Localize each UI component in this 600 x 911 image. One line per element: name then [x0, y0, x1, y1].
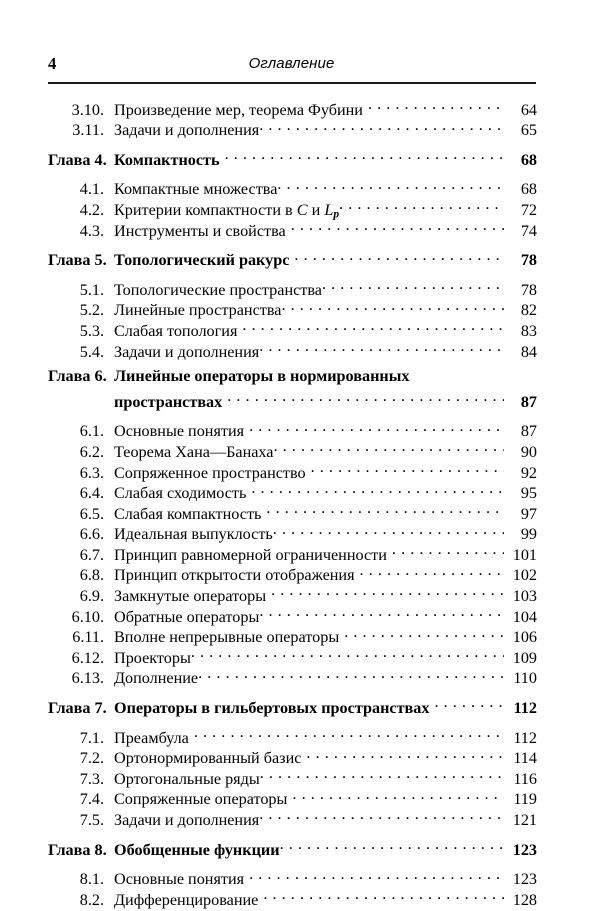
toc-entry-page: 110: [513, 669, 537, 688]
toc-entry-title: Задачи и дополнения: [114, 342, 260, 361]
toc-entry-page: 112: [513, 728, 537, 747]
toc-section-row[interactable]: [48, 274, 537, 299]
toc-entry-title: Ортонормированный базис: [114, 749, 302, 768]
toc-entry-page: 103: [512, 587, 537, 606]
toc-entry-page: 101: [512, 545, 537, 564]
toc-entry-title: Задачи и дополнения: [114, 811, 260, 829]
toc-entry-number: Глава 5.: [48, 251, 107, 270]
toc-entry-page: 87: [520, 392, 537, 411]
toc-section-row[interactable]: [48, 498, 537, 523]
toc-chapter-row[interactable]: [48, 366, 537, 387]
toc-entry-page: 99: [520, 525, 537, 544]
toc-section-row[interactable]: [48, 560, 537, 585]
toc-section-row[interactable]: [48, 864, 537, 889]
toc-entry-number: 5.2.: [79, 301, 104, 320]
toc-entry-number: 7.1.: [79, 728, 104, 747]
toc-entry-title: Топологические пространства: [114, 280, 322, 299]
toc-entry-title: Вполне непрерывные операторы: [114, 628, 340, 647]
toc-entry-number: 6.7.: [79, 545, 104, 564]
dot-leader: [277, 174, 504, 195]
toc-section-row[interactable]: [48, 295, 537, 320]
toc-section-row[interactable]: [48, 519, 537, 544]
toc-entry-number: Глава 4.: [48, 150, 107, 169]
toc-entry-title: Ортогональные ряды: [114, 769, 260, 788]
toc-chapter-row[interactable]: [48, 245, 537, 270]
toc-section-row[interactable]: [48, 884, 537, 909]
toc-entry-title: Теорема Хана—Банаха: [114, 442, 274, 461]
toc-entry-page: 87: [520, 422, 537, 441]
toc-section-row[interactable]: [48, 336, 537, 361]
toc-entry-number: 3.11.: [72, 121, 104, 140]
dot-leader: [227, 386, 504, 407]
toc-chapter-row[interactable]: [48, 144, 537, 169]
page-folio: 4: [48, 54, 57, 73]
toc-entry-title: Сопряженное пространство: [114, 463, 306, 482]
toc-entry-number: 6.6.: [79, 525, 104, 544]
toc-entry-page: 123: [512, 840, 537, 859]
dot-leader: [360, 560, 504, 581]
toc-entry-page: 119: [513, 790, 537, 809]
toc-entry-page: 83: [520, 321, 537, 340]
toc-section-row[interactable]: [48, 784, 537, 809]
toc-section-row[interactable]: [48, 478, 537, 503]
dot-leader: [271, 580, 504, 601]
toc-entry-page: 74: [520, 221, 537, 240]
toc-entry-title: Задачи и дополнения: [114, 121, 260, 140]
toc-entry-page: 65: [520, 121, 537, 140]
toc-entry-number: 7.3.: [79, 769, 104, 788]
toc-section-row[interactable]: [48, 436, 537, 461]
toc-entry-title: Топологический ракурс: [114, 251, 290, 270]
dot-leader: [249, 416, 504, 437]
dot-leader: [225, 144, 504, 165]
header-rule: [48, 82, 536, 84]
toc-entry-number: 8.1.: [79, 870, 104, 889]
toc-entry-page: 78: [520, 280, 537, 299]
toc-entry-page: 68: [520, 150, 537, 169]
dot-leader: [251, 478, 504, 499]
toc-section-row[interactable]: [48, 743, 537, 768]
dot-leader: [368, 94, 504, 115]
toc-section-row[interactable]: [48, 416, 537, 441]
toc-entry-title: Основные понятия: [114, 870, 245, 889]
dot-leader: [259, 601, 504, 622]
toc-entry-number: 5.3.: [79, 321, 104, 340]
toc-entry-number: 6.5.: [79, 504, 104, 523]
toc-entry-page: 68: [520, 180, 537, 199]
toc-entry-title: пространствах: [114, 392, 223, 411]
toc-entry-title: Основные понятия: [114, 422, 245, 441]
toc-entry-number: 7.4.: [79, 790, 104, 809]
toc-entry-page: 114: [513, 749, 537, 768]
toc-entry-number: 6.13.: [71, 669, 104, 688]
dot-leader: [273, 519, 504, 540]
toc-entry-title: Произведение мер, теорема Фубини: [114, 100, 363, 119]
dot-leader: [191, 642, 504, 663]
toc-entry-page: 112: [513, 699, 537, 718]
dot-leader: [260, 763, 504, 784]
toc-entry-page: 116: [513, 769, 537, 788]
dot-leader: [266, 498, 504, 519]
page-title: Оглавление: [248, 55, 335, 72]
toc-entry-title: Компактность: [114, 150, 220, 169]
toc-entry-page: 121: [512, 811, 537, 829]
dot-leader: [274, 436, 505, 457]
toc-entry-title: Проекторы: [114, 648, 191, 667]
toc-entry-number: 5.4.: [79, 342, 104, 361]
dot-leader: [344, 622, 504, 643]
toc-entry-page: 92: [520, 463, 537, 482]
dot-leader: [280, 834, 504, 855]
toc-section-row[interactable]: [48, 539, 537, 564]
running-head: [48, 54, 535, 80]
table-of-contents: [48, 94, 537, 909]
dot-leader: [392, 539, 504, 560]
toc-section-row[interactable]: [48, 804, 537, 829]
toc-entry-number: Глава 7.: [48, 699, 107, 718]
dot-leader: [259, 804, 504, 825]
dot-leader: [263, 884, 504, 905]
toc-entry-number: 5.1.: [79, 280, 104, 299]
dot-leader: [322, 274, 504, 295]
toc-section-row[interactable]: [48, 315, 537, 340]
toc-entry-number: Глава 6.: [48, 366, 107, 385]
dot-leader: [434, 692, 504, 713]
toc-entry-title: Преамбула: [114, 728, 189, 747]
toc-entry-number: 6.12.: [71, 648, 104, 667]
toc-entry-number: 4.2.: [79, 200, 104, 219]
toc-section-row[interactable]: [48, 580, 537, 606]
toc-entry-title: Принцип равномерной ограниченности: [114, 545, 387, 564]
toc-section-row[interactable]: [48, 663, 537, 688]
toc-entry-number: 6.10.: [71, 607, 104, 626]
toc-entry-title: Операторы в гильбертовых пространствах: [114, 699, 430, 718]
toc-entry-page: 64: [520, 100, 537, 119]
dot-leader: [242, 315, 504, 336]
toc-entry-page: 82: [520, 301, 537, 320]
toc-entry-page: 104: [512, 607, 537, 626]
dot-leader: [339, 194, 504, 215]
dot-leader: [198, 663, 504, 684]
toc-entry-title: Идеальная выпуклость: [114, 525, 273, 544]
dot-leader: [306, 743, 504, 764]
toc-entry-page: 84: [520, 342, 537, 361]
toc-entry-number: 7.2.: [79, 749, 104, 768]
toc-entry-page: 109: [512, 648, 537, 667]
toc-entry-title: Линейные операторы в нормированных: [114, 366, 410, 385]
toc-entry-number: 6.4.: [79, 484, 104, 503]
toc-entry-page: 102: [512, 566, 537, 585]
toc-entry-title: Принцип открытости отображения: [114, 566, 355, 585]
toc-entry-title: Дифференцирование: [114, 890, 259, 909]
dot-leader: [294, 245, 504, 266]
toc-entry-title: Компактные множества: [114, 180, 278, 199]
toc-section-row[interactable]: [48, 94, 537, 119]
dot-leader: [281, 295, 504, 316]
toc-chapter-row[interactable]: [48, 692, 537, 718]
toc-entry-number: 6.9.: [79, 587, 104, 606]
toc-section-row[interactable]: [48, 622, 537, 647]
toc-chapter-row[interactable]: [48, 834, 537, 859]
toc-entry-title: Замкнутые операторы: [114, 587, 267, 606]
toc-entry-number: 4.3.: [79, 221, 104, 240]
toc-entry-title: Слабая сходимость: [114, 484, 247, 503]
toc-entry-number: 3.10.: [71, 100, 104, 119]
dot-leader: [259, 336, 504, 357]
toc-entry-title: Сопряженные операторы: [114, 790, 288, 809]
toc-section-row[interactable]: [48, 215, 537, 240]
toc-section-row[interactable]: [48, 194, 537, 221]
toc-section-row[interactable]: [48, 174, 537, 199]
toc-entry-page: 90: [520, 442, 537, 461]
toc-entry-title: Слабая топология: [114, 321, 238, 340]
toc-chapter-row[interactable]: [48, 386, 537, 411]
toc-section-row[interactable]: [48, 115, 537, 140]
toc-entry-title: Обратные операторы: [114, 607, 260, 626]
toc-section-row[interactable]: [48, 457, 537, 482]
toc-entry-title: Линейные пространства: [114, 301, 282, 320]
toc-entry-page: 72: [520, 200, 537, 219]
toc-entry-number: 6.8.: [79, 566, 104, 585]
toc-entry-page: 97: [520, 504, 537, 523]
toc-entry-number: 6.3.: [79, 463, 104, 482]
toc-entry-page: 106: [512, 628, 537, 647]
toc-entry-number: 6.1.: [79, 422, 104, 441]
dot-leader: [194, 722, 504, 743]
toc-section-row[interactable]: [48, 642, 537, 667]
toc-entry-number: Глава 8.: [48, 840, 107, 859]
toc-entry-page: 78: [520, 251, 537, 270]
toc-entry-number: 8.2.: [79, 890, 104, 909]
toc-entry-page: 95: [520, 484, 537, 503]
dot-leader: [292, 784, 504, 805]
toc-entry-title: Слабая компактность: [114, 504, 262, 523]
toc-entry-number: 4.1.: [79, 180, 104, 199]
toc-section-row[interactable]: [48, 763, 537, 788]
dot-leader: [311, 457, 504, 478]
dot-leader: [259, 115, 504, 136]
dot-leader: [291, 215, 504, 236]
toc-entry-page: 128: [512, 890, 537, 909]
toc-entry-number: 6.2.: [79, 442, 104, 461]
toc-entry-page: 123: [512, 870, 537, 889]
toc-entry-title: Критерии компактности в C и Lp: [114, 200, 340, 221]
toc-entry-number: 6.11.: [72, 628, 104, 647]
toc-entry-title: Дополнение: [114, 669, 199, 688]
toc-section-row[interactable]: [48, 601, 537, 626]
toc-entry-number: 7.5.: [79, 811, 104, 829]
toc-entry-title: Обобщенные функции: [114, 840, 280, 859]
toc-entry-title: Инструменты и свойства: [114, 221, 286, 240]
dot-leader: [249, 864, 504, 885]
toc-section-row[interactable]: [48, 722, 537, 747]
